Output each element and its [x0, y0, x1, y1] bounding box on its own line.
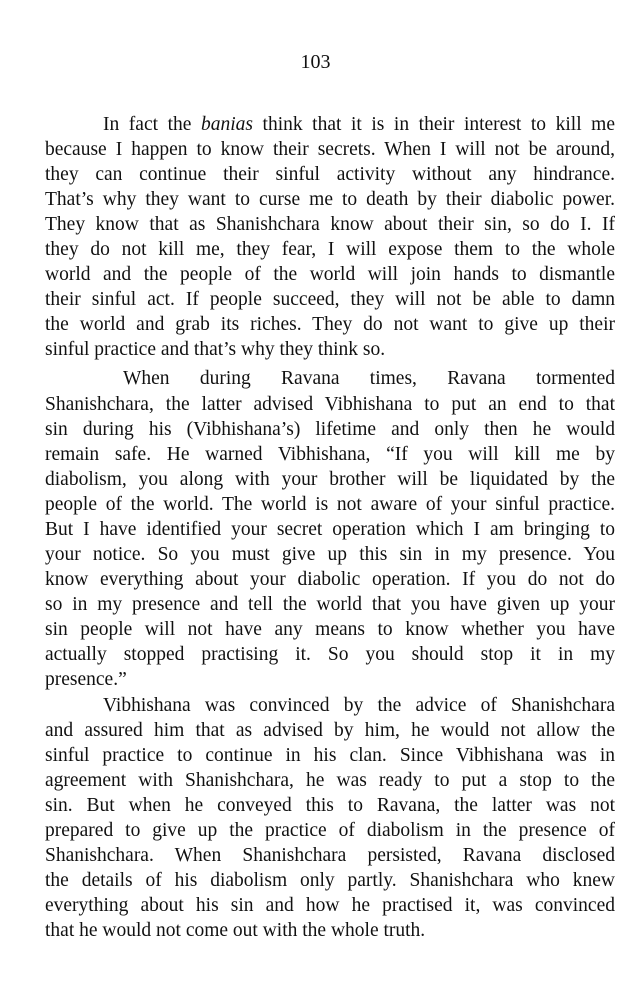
- text-line: everything about his sin and how he practised it, was convinced: [45, 895, 615, 916]
- text-line: sin. But when he conveyed this to Ravana, the latter was not: [45, 795, 615, 816]
- text-line: the world and grab its riches. They do not want to give up their: [45, 314, 615, 335]
- text-line: know everything about your diabolic operation. If you do not do: [45, 569, 615, 590]
- text-line: they can continue their sinful activity without any hindrance.: [45, 164, 615, 185]
- text-line: Shanishchara. When Shanishchara persisted, Ravana disclosed: [45, 845, 615, 866]
- text-line: their sinful act. If people succeed, they will not be able to damn: [45, 289, 615, 310]
- text-line: When during Ravana times, Ravana tormented: [123, 368, 615, 389]
- text-line: the details of his diabolism only partly. Shanishchara who knew: [45, 870, 615, 891]
- text-line: agreement with Shanishchara, he was ready to put a stop to the: [45, 770, 615, 791]
- text-line: so in my presence and tell the world that you have given up your: [45, 594, 615, 615]
- text-line: They know that as Shanishchara know about their sin, so do I. If: [45, 214, 615, 235]
- text-line: people of the world. The world is not aware of your sinful practice.: [45, 494, 615, 515]
- text-line: prepared to give up the practice of diabolism in the presence of: [45, 820, 615, 841]
- text-line: diabolism, you along with your brother will be liquidated by the: [45, 469, 615, 490]
- text-line: sin people will not have any means to know whether you have: [45, 619, 615, 640]
- text-line: remain safe. He warned Vibhishana, “If you will kill me by: [45, 444, 615, 465]
- text-line: That’s why they want to curse me to death by their diabolic power.: [45, 189, 615, 210]
- text-line: because I happen to know their secrets. When I will not be around,: [45, 139, 615, 160]
- text-line: and assured him that as advised by him, he would not allow the: [45, 720, 615, 741]
- text-line: sin during his (Vibhishana’s) lifetime and only then he would: [45, 419, 615, 440]
- text-line: presence.”: [45, 669, 127, 690]
- text-line: Vibhishana was convinced by the advice of Shanishchara: [103, 695, 615, 716]
- text-line: Shanishchara, the latter advised Vibhishana to put an end to that: [45, 394, 615, 415]
- text-line: sinful practice and that’s why they think so.: [45, 339, 386, 360]
- text-line: actually stopped practising it. So you should stop it in my: [45, 644, 615, 665]
- text-line: your notice. So you must give up this sin in my presence. You: [45, 544, 615, 565]
- text-line: they do not kill me, they fear, I will expose them to the whole: [45, 239, 615, 260]
- text-line: In fact the banias think that it is in their interest to kill me: [103, 114, 615, 135]
- text-line: world and the people of the world will join hands to dismantle: [45, 264, 615, 285]
- text-line: But I have identified your secret operation which I am bringing to: [45, 519, 615, 540]
- page-number: 103: [300, 51, 331, 73]
- text-line: sinful practice to continue in his clan. Since Vibhishana was in: [45, 745, 615, 766]
- text-line: that he would not come out with the whole truth.: [45, 920, 426, 941]
- emphasized-term: banias: [200, 114, 253, 135]
